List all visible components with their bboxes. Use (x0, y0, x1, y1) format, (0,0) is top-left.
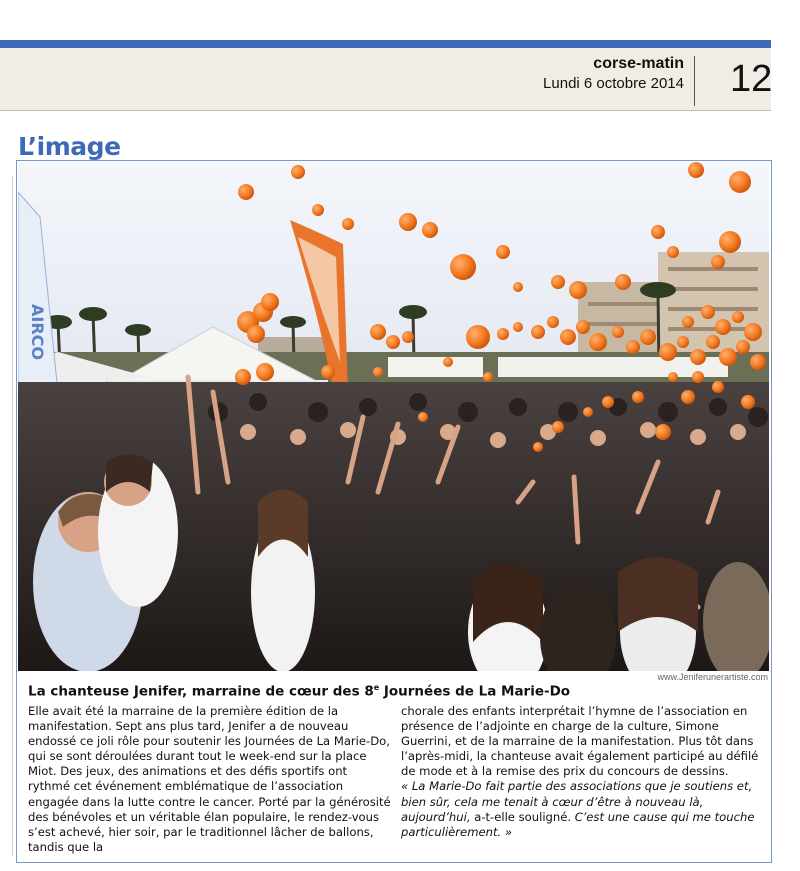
quote-part-1: « La Marie-Do fait partie des associations que je soutiens et, bien sûr, cela me tenait à cœur d’être à nouveau là, aujourd’hui, (401, 779, 753, 824)
caption-paragraph-2: chorale des enfants interprétait l’hymne de l’association en présence de l’adjointe en charge de la culture, Simone Guerrini, et de la marraine de la manifestation. Plus tôt dans l’après-midi, la chanteuse avait également participé au défilé de mode et à la remise des prix du concours de dessins. (401, 704, 759, 779)
banner-text: AIRCO (28, 304, 47, 360)
section-rubric: L’image (18, 132, 121, 161)
caption-column-1 (28, 704, 391, 855)
top-accent-bar (0, 40, 771, 48)
photo-credit: www.Jeniferunerartiste.com (657, 672, 768, 682)
event-photo (18, 162, 769, 671)
headline-superscript: e (373, 683, 380, 692)
caption-quote (401, 779, 766, 839)
publication-date: Lundi 6 octobre 2014 (543, 75, 684, 92)
caption-headline (28, 683, 763, 700)
newspaper-brand: corse-matin (593, 55, 684, 72)
page-number: 12 (730, 58, 773, 100)
photo-illustration (18, 162, 769, 671)
quote-attribution: a-t-elle souligné. (470, 809, 575, 824)
quote-part-2: C’est une cause qui me touche particulièrement. » (401, 809, 755, 839)
caption-column-2 (401, 704, 766, 840)
headline-text-end: Journées de La Marie-Do (379, 683, 571, 700)
caption-paragraph-1: Elle avait été la marraine de la première édition de la manifestation. Sept ans plus tard, Jenifer a de nouveau endossé ce joli rôle pour soutenir les Journées de La Marie-Do, qui se sont déroulées durant tout le week-end sur la place Miot. Des jeux, des animations et des défis sportifs ont rythmé cet événement emblématique de l’association engagée dans la lutte contre le cancer. Porté par la générosité des bénévoles et un véritable élan populaire, le rendez-vous s’est achevé, hier soir, par le traditionnel lâcher de ballons, tandis que la (28, 704, 391, 854)
headline-text: La chanteuse Jenifer, marraine de cœur des 8 (28, 683, 374, 700)
left-margin-rule (12, 176, 13, 856)
header-divider (694, 56, 695, 106)
